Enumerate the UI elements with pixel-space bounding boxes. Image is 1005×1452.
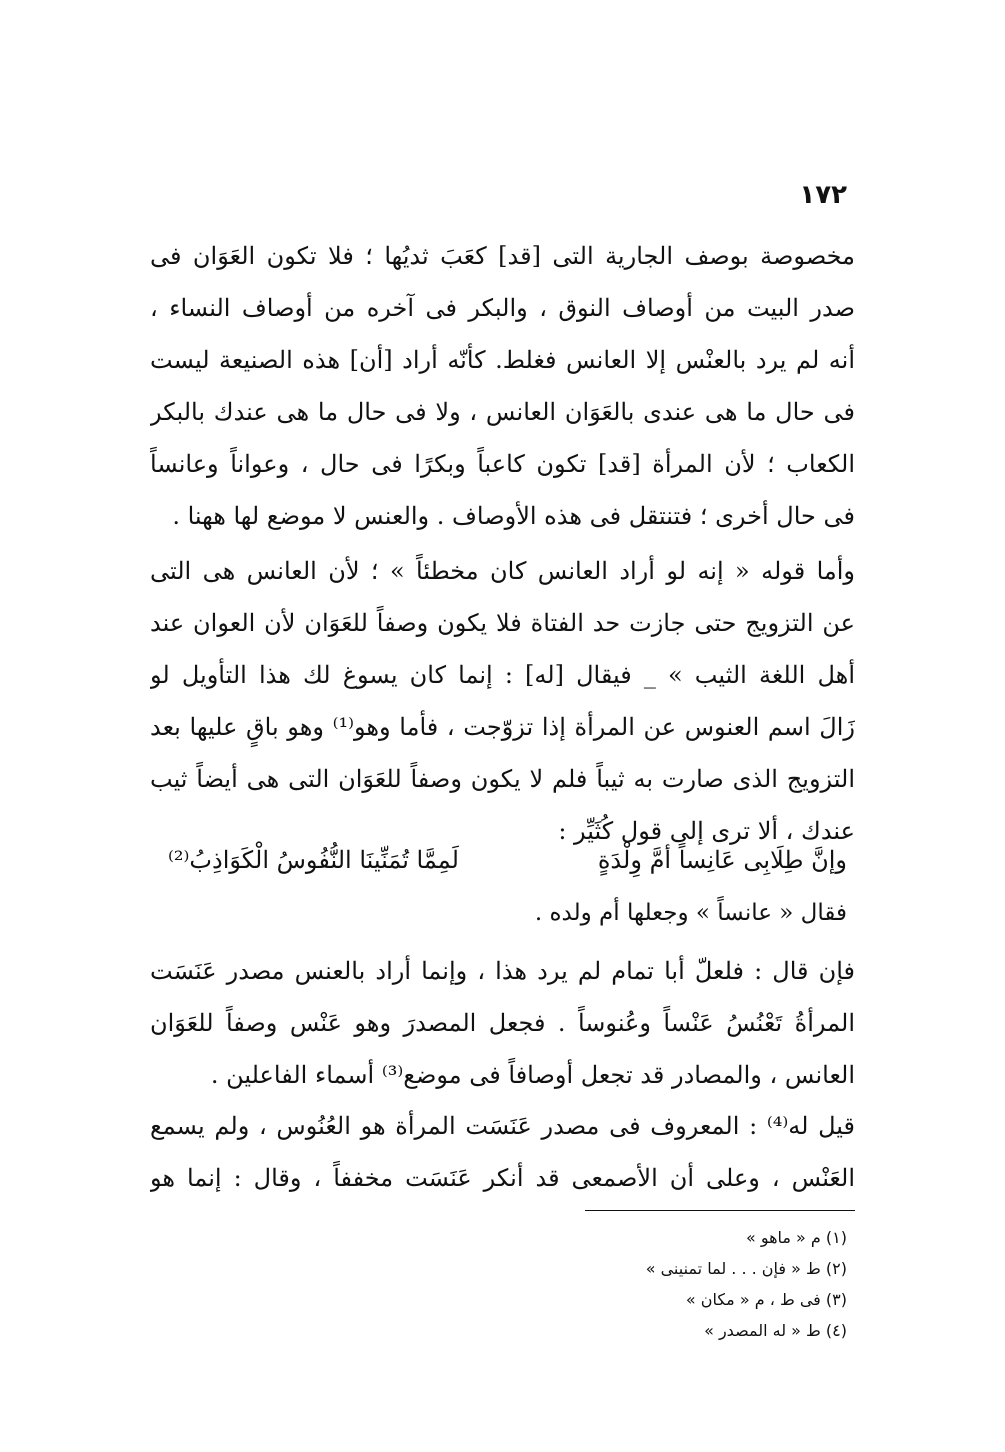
text-line: العَنْس ، وعلى أن الأصمعى قد أنكر عَنَسَت مخففاً ، وقال : إنما هو	[150, 1164, 855, 1192]
footnote-divider	[585, 1210, 855, 1211]
poetry-verse	[168, 835, 847, 885]
text-line: فى حال أخرى ؛ فتنتقل فى هذه الأوصاف . والعنس لا موضع لها ههنا .	[172, 502, 855, 530]
text-line: عن التزويج حتى جازت حد الفتاة فلا يكون وصفاً للعَوَان لأن العوان عند	[150, 609, 855, 637]
paragraph-3	[150, 945, 855, 1102]
text-line: مخصوصة بوصف الجارية التى [قد] كعَبَ ثديُها ؛ فلا تكون العَوَان فى	[150, 242, 855, 270]
text-line: صدر البيت من أوصاف النوق ، والبكر فى آخره من أوصاف النساء ،	[150, 294, 855, 322]
text-line: زَالَ اسم العنوس عن المرأة إذا تزوّجت ، فأما وهو⁽¹⁾ وهو باقٍ عليها بعد	[150, 713, 855, 741]
text-line: فإن قال : فلعلّ أبا تمام لم يرد هذا ، وإنما أراد بالعنس مصدر عَنَسَت	[150, 957, 855, 985]
paragraph-4	[150, 1100, 855, 1204]
text-line: أنه لم يرد بالعنْس إلا العانس فغلط. كأنّه أراد [أن] هذه الصنيعة ليست	[150, 346, 855, 374]
text-line: الكعاب ؛ لأن المرأة [قد] تكون كاعباً وبكرًا فى حال ، وعواناً وعانساً	[150, 450, 855, 478]
text-line: عندك ، ألا ترى إلى قول كُثَيِّر :	[558, 817, 855, 845]
paragraph-2	[150, 545, 855, 858]
text-line: التزويج الذى صارت به ثيباً فلم لا يكون وصفاً للعَوَان التى هى أيضاً ثيب	[150, 765, 855, 793]
footnote: (١) م « ماهو »	[745, 1228, 847, 1247]
verse-first-hemistich: وإنَّ طِلَابِى عَانِساً أمَّ وِلْدَةٍ	[597, 846, 847, 874]
verse-commentary: فقال « عانساً » وجعلها أم ولده .	[534, 900, 847, 926]
paragraph-1	[150, 230, 855, 543]
footnotes	[646, 1222, 847, 1346]
text-line: العانس ، والمصادر قد تجعل أوصافاً فى موضع⁽³⁾ أسماء الفاعلين .	[210, 1061, 855, 1089]
text-line: قيل له⁽⁴⁾ : المعروف فى مصدر عَنَسَت المرأة هو العُنُوس ، ولم يسمع	[150, 1112, 855, 1140]
verse-second-hemistich: لَمِمَّا تُمَنِّينَا النُّفُوسُ الْكَوَاذِبُ⁽²⁾	[168, 846, 459, 874]
text-line: وأما قوله « إنه لو أراد العانس كان مخطئاً » ؛ لأن العانس هى التى	[150, 557, 855, 585]
footnote: (٢) ط « فإن . . . لما تمنينى »	[645, 1259, 847, 1278]
text-line: فى حال ما هى عندى بالعَوَان العانس ، ولا فى حال ما هى عندك بالبكر	[150, 398, 855, 426]
footnote: (٣) فى ط ، م « مكان »	[685, 1290, 847, 1309]
page-number: ١٧٢	[799, 180, 847, 210]
text-line: أهل اللغة الثيب » _ فيقال [له] : إنما كان يسوغ لك هذا التأويل لو	[150, 661, 855, 689]
text-line: المرأةُ تَعْنُسُ عَنْساً وعُنوساً . فجعل المصدرَ وهو عَنْس وصفاً للعَوَان	[150, 1009, 855, 1037]
footnote: (٤) ط « له المصدر »	[704, 1321, 847, 1340]
